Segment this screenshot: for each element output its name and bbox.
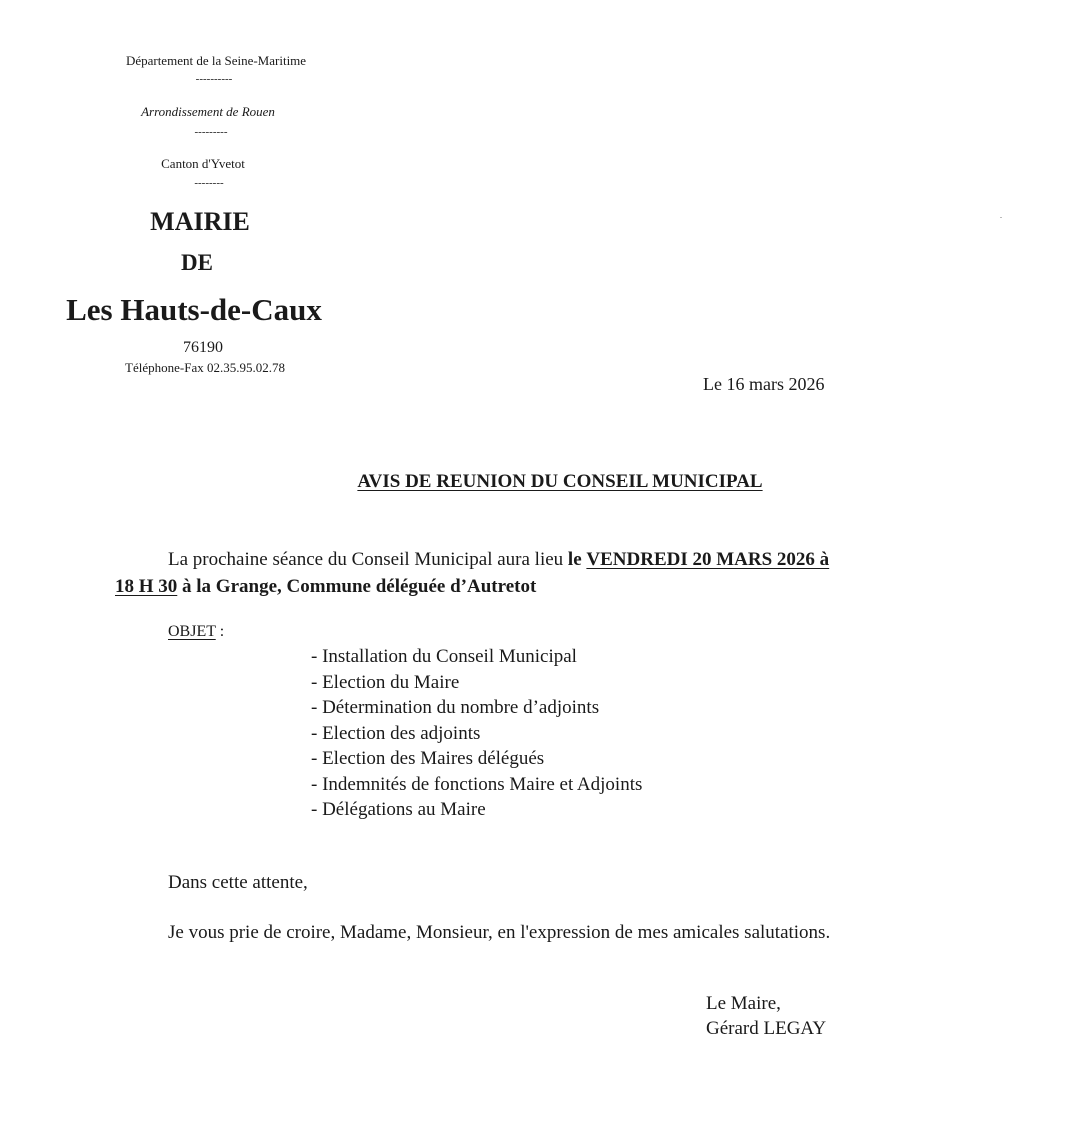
agenda-item: - Délégations au Maire — [311, 799, 486, 820]
meeting-le: le — [567, 549, 582, 570]
postal-code: 76190 — [183, 339, 223, 356]
agenda-item: - Détermination du nombre d’adjoints — [311, 697, 600, 718]
agenda-list — [311, 644, 642, 823]
objet-colon: : — [215, 623, 225, 640]
meeting-paragraph-line-1 — [168, 549, 829, 571]
meeting-intro: La prochaine séance du Conseil Municipal aura lieu — [168, 549, 564, 570]
meeting-time: 18 H 30 — [115, 576, 178, 597]
scan-speck — [1000, 217, 1002, 218]
objet-label — [168, 623, 224, 641]
objet-text: OBJET — [168, 623, 216, 640]
department-label: Département de la Seine-Maritime — [125, 53, 307, 68]
agenda-item: - Indemnités de fonctions Maire et Adjoints — [311, 773, 643, 795]
closing-attente: Dans cette attente, — [168, 872, 308, 893]
meeting-paragraph-line-2 — [115, 576, 536, 598]
agenda-item: - Election des Maires délégués — [311, 748, 545, 769]
separator: -------- — [194, 177, 224, 189]
agenda-item: - Installation du Conseil Municipal — [311, 646, 577, 667]
agenda-item: - Election des adjoints — [311, 722, 481, 744]
notice-title: AVIS DE REUNION DU CONSEIL MUNICIPAL — [357, 471, 763, 492]
mairie-heading: MAIRIE — [150, 207, 250, 236]
signature-name: Gérard LEGAY — [706, 1018, 827, 1039]
agenda-item: - Election du Maire — [311, 671, 460, 693]
arrondissement-label: Arrondissement de Rouen — [141, 104, 275, 119]
de-heading: DE — [181, 250, 213, 275]
canton-label: Canton d'Yvetot — [161, 156, 245, 171]
signature-title: Le Maire, — [706, 993, 781, 1014]
commune-name: Les Hauts-de-Caux — [66, 292, 322, 327]
telephone-fax: Téléphone-Fax 02.35.95.02.78 — [125, 360, 285, 375]
closing-salutations: Je vous prie de croire, Madame, Monsieur, en l'expression de mes amicales salutations. — [168, 922, 831, 943]
separator: --------- — [194, 126, 228, 138]
meeting-location: à la Grange, Commune déléguée d’Autretot — [182, 576, 537, 597]
letter-date: Le 16 mars 2026 — [703, 374, 825, 394]
meeting-date: VENDREDI 20 MARS 2026 à — [586, 549, 830, 570]
separator: ---------- — [195, 73, 233, 85]
